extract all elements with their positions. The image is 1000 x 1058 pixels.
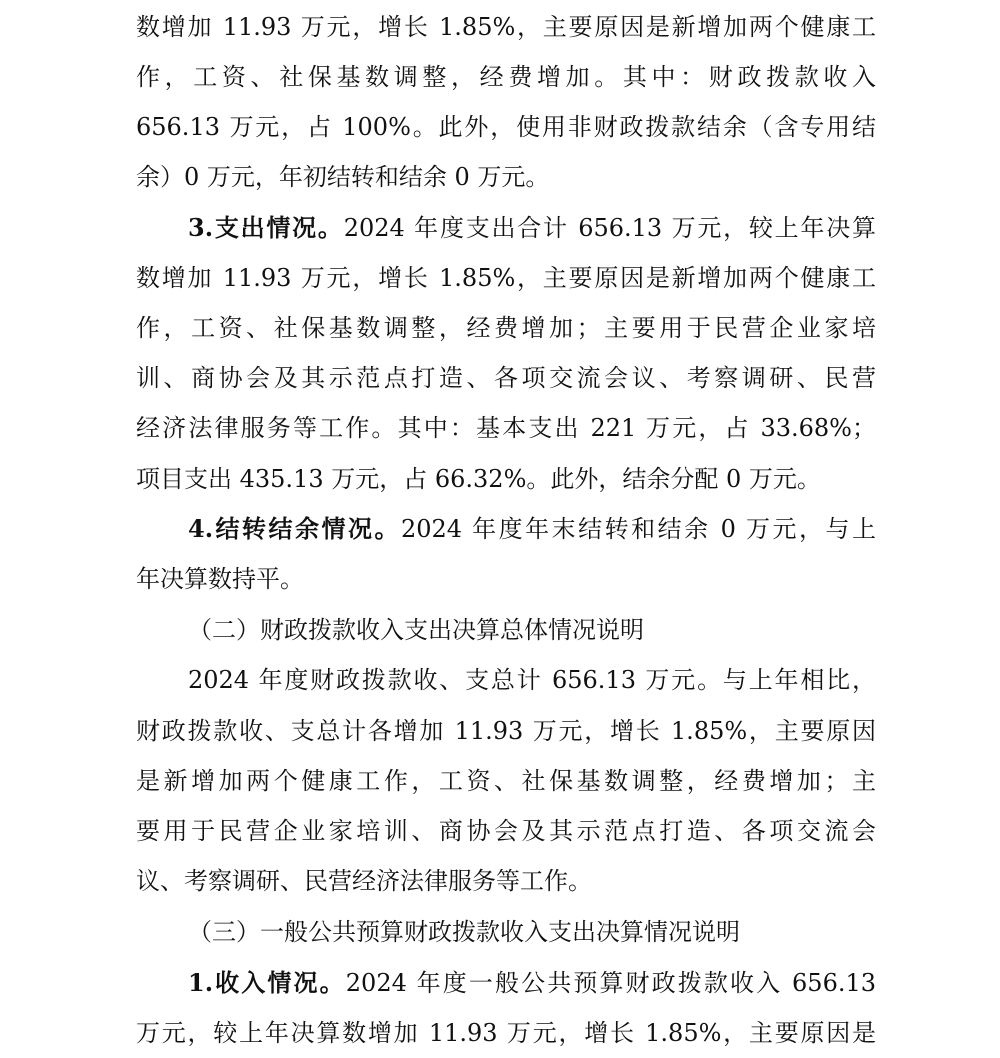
paragraph-line: 万元，较上年决算数增加 11.93 万元，增长 1.85%，主要原因是 xyxy=(136,1019,876,1047)
paragraph-line: 作，工资、社保基数调整，经费增加。其中：财政拨款收入 xyxy=(136,63,876,91)
paragraph-line: 项目支出 435.13 万元，占 66.32%。此外，结余分配 0 万元。 xyxy=(136,465,821,493)
paragraph-line: 余）0 万元，年初结转和结余 0 万元。 xyxy=(136,163,550,191)
section-heading-fiscal-overview: （二）财政拨款收入支出决算总体情况说明 xyxy=(188,616,644,644)
paragraph-line: 2024 年度财政拨款收、支总计 656.13 万元。与上年相比， xyxy=(188,666,876,694)
section-heading-general-budget: （三）一般公共预算财政拨款收入支出决算情况说明 xyxy=(188,918,740,946)
paragraph-line: 年决算数持平。 xyxy=(136,565,304,593)
paragraph-line: 议、考察调研、民营经济法律服务等工作。 xyxy=(136,867,592,895)
paragraph-line: 要用于民营企业家培训、商协会及其示范点打造、各项交流会 xyxy=(136,817,876,845)
section-heading-carryover: 4.结转结余情况。2024 年度年末结转和结余 0 万元，与上 xyxy=(188,514,877,543)
paragraph-line: 经济法律服务等工作。其中：基本支出 221 万元，占 33.68%； xyxy=(136,414,876,442)
section-heading-expenditure: 3.支出情况。2024 年度支出合计 656.13 万元，较上年决算 xyxy=(188,213,876,242)
paragraph-line: 作，工资、社保基数调整，经费增加；主要用于民营企业家培 xyxy=(136,314,876,342)
paragraph-line: 是新增加两个健康工作，工资、社保基数调整，经费增加；主 xyxy=(136,767,876,795)
paragraph-line: 财政拨款收、支总计各增加 11.93 万元，增长 1.85%，主要原因 xyxy=(136,717,876,745)
paragraph-line: 数增加 11.93 万元，增长 1.85%，主要原因是新增加两个健康工 xyxy=(136,13,876,41)
paragraph-line: 数增加 11.93 万元，增长 1.85%，主要原因是新增加两个健康工 xyxy=(136,264,876,292)
section-heading-income: 1.收入情况。2024 年度一般公共预算财政拨款收入 656.13 xyxy=(188,968,877,997)
paragraph-line: 656.13 万元，占 100%。此外，使用非财政拨款结余（含专用结 xyxy=(136,113,876,141)
paragraph-line: 训、商协会及其示范点打造、各项交流会议、考察调研、民营 xyxy=(136,364,876,392)
